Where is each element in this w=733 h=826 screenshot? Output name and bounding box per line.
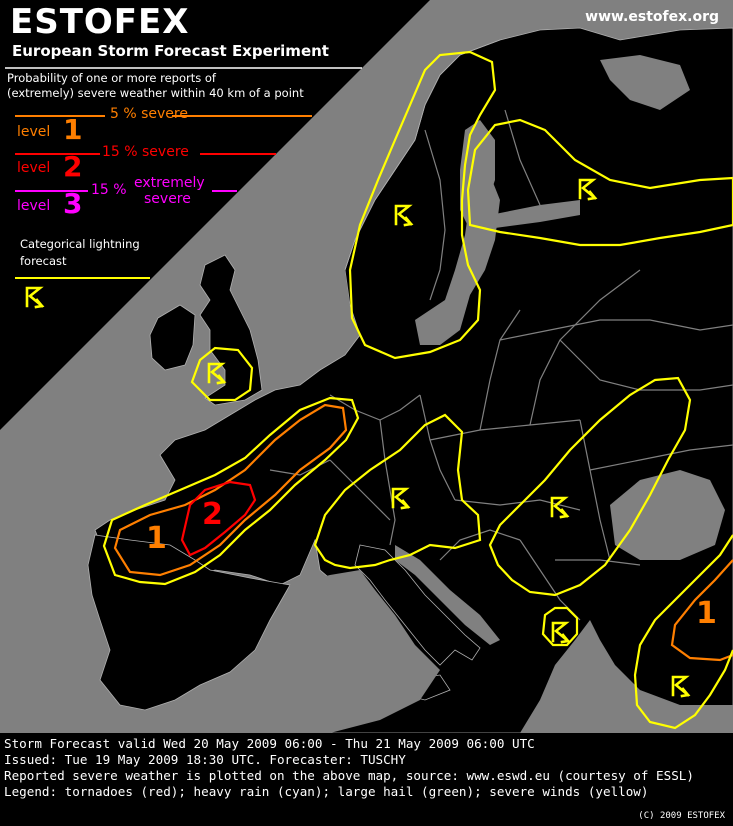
level3-threshold-pct: 15 % bbox=[91, 182, 127, 198]
forecast-footer bbox=[0, 733, 733, 826]
lightning-text-line2: forecast bbox=[20, 254, 67, 268]
level3-threshold-word2: severe bbox=[144, 191, 191, 207]
site-title: ESTOFEX bbox=[10, 2, 190, 42]
probability-text-line2: (extremely) severe weather within 40 km of a point bbox=[7, 86, 304, 100]
level1-threshold: 5 % severe bbox=[110, 106, 188, 122]
level1-number: 1 bbox=[63, 113, 83, 146]
map-label-level1-spain: 1 bbox=[146, 521, 167, 556]
level3-label: level bbox=[17, 198, 51, 214]
footer-legend-line: Legend: tornadoes (red); heavy rain (cyan); large hail (green); severe winds (yellow) bbox=[4, 784, 649, 799]
footer-copyright: (C) 2009 ESTOFEX bbox=[638, 811, 725, 821]
site-url[interactable]: www.estofex.org bbox=[585, 9, 719, 25]
footer-valid-line: Storm Forecast valid Wed 20 May 2009 06:00 - Thu 21 May 2009 06:00 UTC bbox=[4, 736, 535, 751]
probability-description bbox=[7, 71, 304, 101]
lightning-legend-text bbox=[20, 236, 140, 270]
footer-issued-line: Issued: Tue 19 May 2009 18:30 UTC. Forecaster: TUSCHY bbox=[4, 752, 406, 767]
probability-text-line1: Probability of one or more reports of bbox=[7, 71, 216, 85]
level3-threshold-word1: extremely bbox=[134, 175, 205, 191]
map-label-level1-turkey: 1 bbox=[696, 596, 717, 631]
level3-number: 3 bbox=[63, 187, 83, 220]
footer-source-line: Reported severe weather is plotted on the above map, source: www.eswd.eu (courtesy of ESSL) bbox=[4, 768, 694, 783]
level2-label: level bbox=[17, 160, 51, 176]
level2-threshold: 15 % severe bbox=[102, 144, 189, 160]
site-subtitle: European Storm Forecast Experiment bbox=[12, 42, 329, 60]
map-label-level2-france: 2 bbox=[202, 497, 223, 532]
level1-label: level bbox=[17, 124, 51, 140]
lightning-text-line1: Categorical lightning bbox=[20, 237, 140, 251]
level2-number: 2 bbox=[63, 150, 83, 183]
